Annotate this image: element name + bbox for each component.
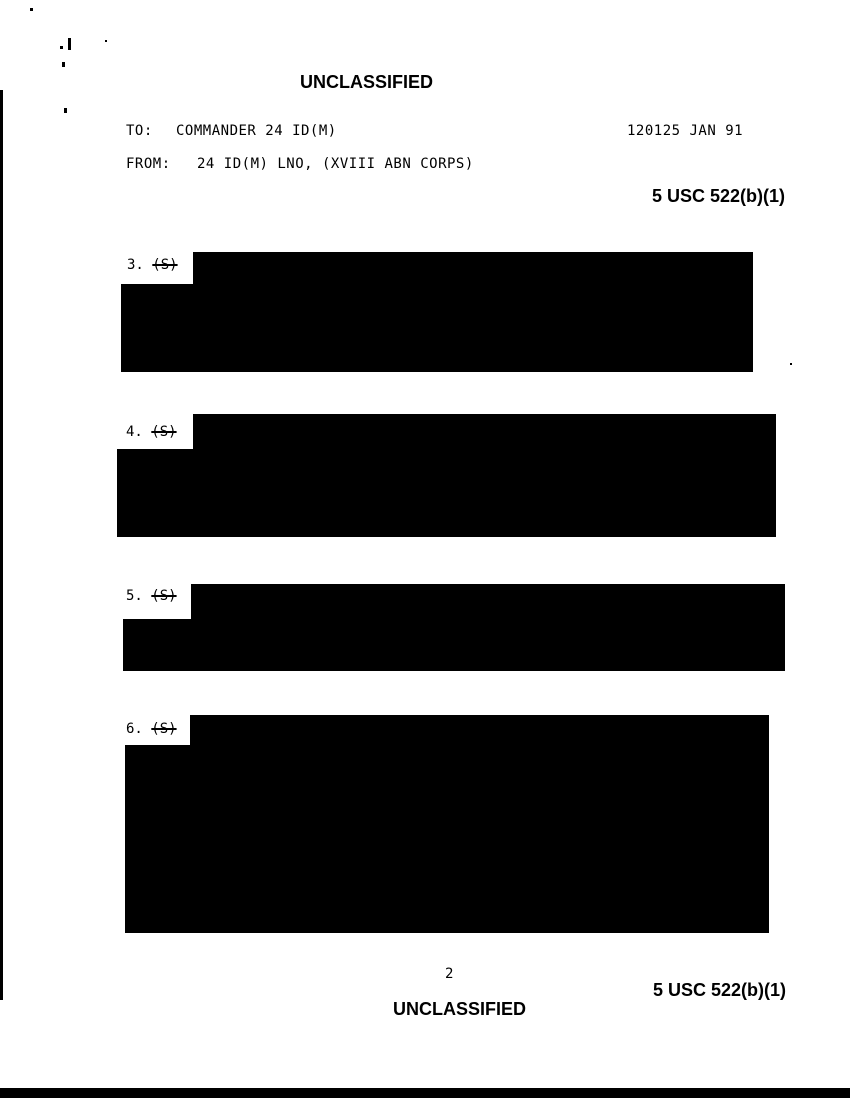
date-time-group: 120125 JAN 91	[627, 123, 744, 139]
scan-speck	[790, 363, 792, 365]
redaction-block	[125, 745, 769, 933]
to-label: TO:	[126, 123, 153, 139]
paragraph-number	[120, 424, 177, 440]
scan-speck	[0, 90, 3, 1000]
redaction-block	[123, 619, 785, 671]
from-label: FROM:	[126, 156, 171, 172]
paragraph-number	[121, 257, 178, 273]
paragraph-number	[120, 588, 177, 604]
scan-speck	[105, 40, 107, 42]
redaction-block	[193, 252, 753, 286]
to-value: COMMANDER 24 ID(M)	[176, 123, 337, 139]
paragraph-number-text: 5.	[126, 588, 143, 604]
exemption-citation-top: 5 USC 522(b)(1)	[652, 186, 786, 206]
classification-mark: (S)	[152, 257, 178, 273]
paragraph-number-text: 4.	[126, 424, 143, 440]
classification-bottom: UNCLASSIFIED	[393, 999, 527, 1019]
paragraph-number-text: 3.	[127, 257, 144, 273]
scan-speck	[64, 108, 67, 113]
classification-mark: (S)	[151, 588, 177, 604]
scan-speck	[68, 38, 71, 50]
redaction-block	[191, 584, 785, 621]
redaction-block	[121, 284, 753, 372]
from-value: 24 ID(M) LNO, (XVIII ABN CORPS)	[197, 156, 474, 172]
scan-speck	[62, 62, 65, 67]
redaction-block	[190, 715, 769, 747]
scan-speck	[30, 8, 33, 11]
redaction-block	[193, 414, 776, 451]
classification-mark: (S)	[151, 424, 177, 440]
classification-top: UNCLASSIFIED	[300, 72, 434, 92]
scan-speck	[60, 46, 63, 49]
paragraph-number-text: 6.	[126, 721, 143, 737]
exemption-citation-bottom: 5 USC 522(b)(1)	[653, 980, 787, 1000]
scan-bottom-edge	[0, 1088, 850, 1098]
redaction-block	[117, 449, 776, 537]
classification-mark: (S)	[151, 721, 177, 737]
paragraph-number	[120, 721, 177, 737]
page-number: 2	[445, 966, 454, 982]
